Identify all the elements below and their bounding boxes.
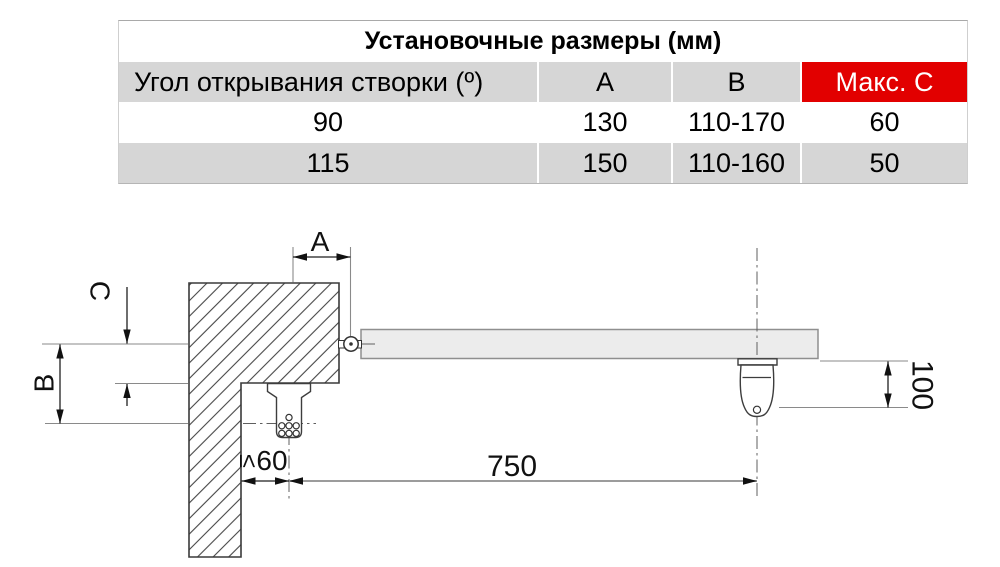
gate-leaf-bracket [738,359,777,417]
header-a: A [537,62,671,102]
cell-angle: 90 [119,102,537,143]
table-title: Установочные размеры (мм) [119,21,967,62]
cell-a: 130 [537,102,671,143]
cell-angle: 115 [119,143,537,183]
cell-a: 150 [537,143,671,183]
post-mounting-bracket [268,384,311,438]
cell-b: 110-160 [671,143,800,183]
cell-max-c: 50 [800,143,967,183]
dim-label-750: 750 [486,450,538,483]
actuator-arm [361,330,818,359]
dim-label-less-equal: ≤ [234,454,262,468]
header-b: B [671,62,800,102]
dim-label-100: 100 [905,359,939,411]
cell-max-c: 60 [800,102,967,143]
ball-joint [339,337,362,351]
header-max-c: Макс. C [800,62,967,102]
cell-b: 110-170 [671,102,800,143]
gate-post-hatched [189,283,339,557]
header-angle: Угол открывания створки (º) [119,62,537,102]
dim-label-60: 60 [256,445,288,476]
dim-label-C: C [84,280,116,302]
dim-label-A: A [310,226,330,257]
dim-label-B: B [28,373,60,393]
